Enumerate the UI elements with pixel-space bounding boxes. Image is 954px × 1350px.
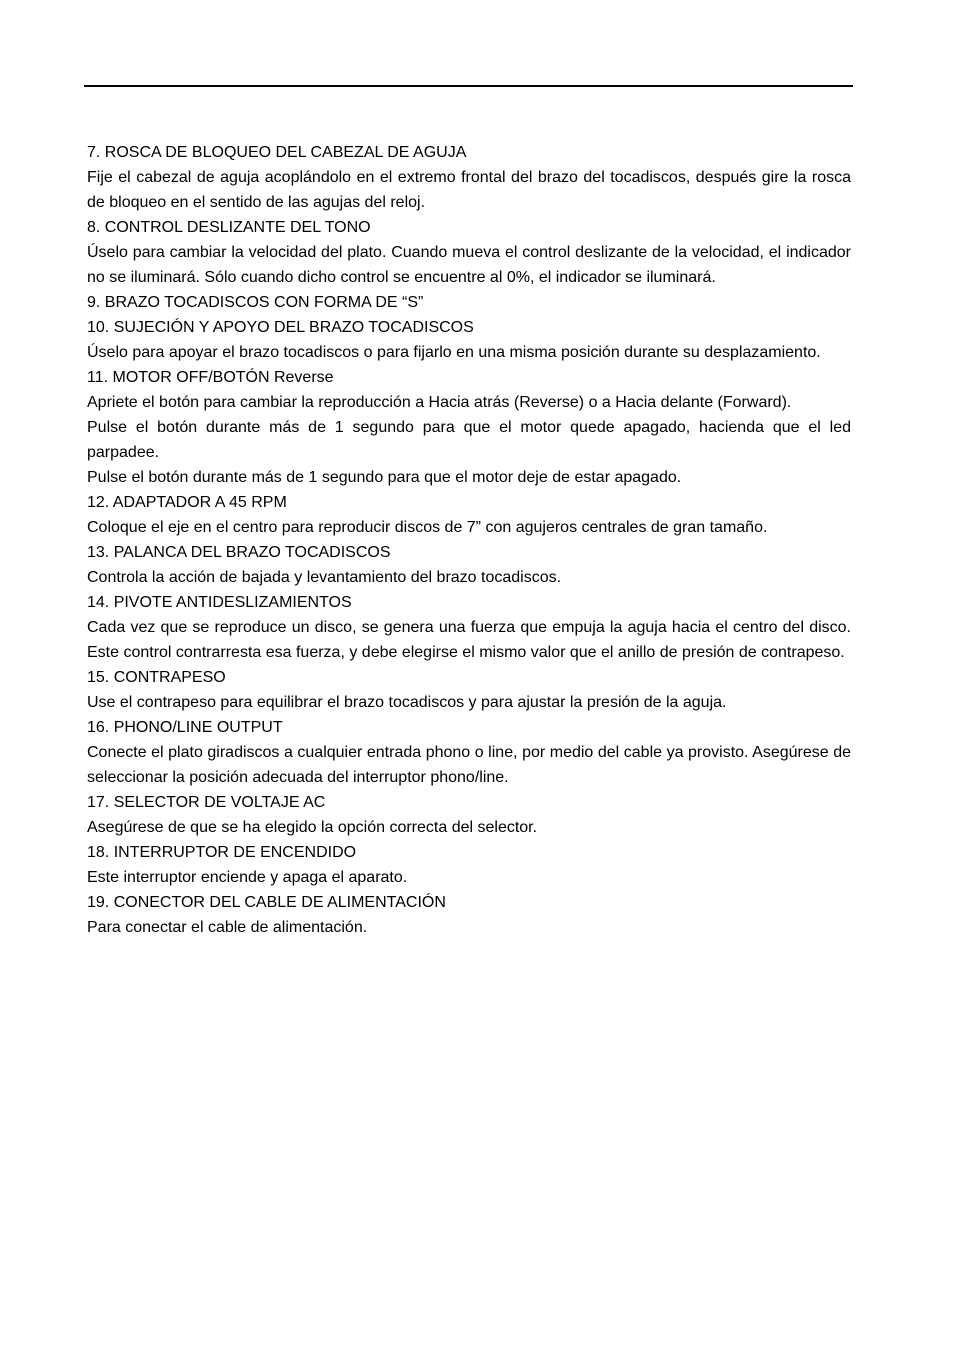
section-paragraph: Pulse el botón durante más de 1 segundo para que el motor deje de estar apagado. <box>87 469 682 486</box>
section-heading: 18. INTERRUPTOR DE ENCENDIDO <box>87 844 357 861</box>
section-heading: 16. PHONO/LINE OUTPUT <box>87 719 283 736</box>
section-paragraph: Cada vez que se reproduce un disco, se genera una fuerza que empuja la aguja hacia el centro del disco. Este control contrarresta esa fuerza, y debe elegirse el mismo valor que el anillo de presión de contrapeso. <box>87 619 851 661</box>
manual-section <box>87 665 851 715</box>
section-paragraph: Úselo para cambiar la velocidad del plato. Cuando mueva el control deslizante de la velocidad, el indicador no se iluminará. Sólo cuando dicho control se encuentre al 0%, el indicador se iluminará. <box>87 244 851 286</box>
section-paragraph: Coloque el eje en el centro para reproducir discos de 7” con agujeros centrales de gran tamaño. <box>87 519 768 536</box>
section-paragraph: Pulse el botón durante más de 1 segundo para que el motor quede apagado, hacienda que el led parpadee. <box>87 419 851 461</box>
section-heading: 15. CONTRAPESO <box>87 669 226 686</box>
section-paragraph: Fije el cabezal de aguja acoplándolo en el extremo frontal del brazo del tocadiscos, después gire la rosca de bloqueo en el sentido de las agujas del reloj. <box>87 169 851 211</box>
manual-section <box>87 540 851 590</box>
section-paragraph: Este interruptor enciende y apaga el aparato. <box>87 869 408 886</box>
manual-section <box>87 290 851 315</box>
section-paragraph: Apriete el botón para cambiar la reproducción a Hacia atrás (Reverse) o a Hacia delante (Forward). <box>87 394 792 411</box>
manual-section <box>87 890 851 940</box>
section-paragraph: Controla la acción de bajada y levantamiento del brazo tocadiscos. <box>87 569 562 586</box>
manual-section <box>87 840 851 890</box>
section-heading: 8. CONTROL DESLIZANTE DEL TONO <box>87 219 371 236</box>
section-heading: 7. ROSCA DE BLOQUEO DEL CABEZAL DE AGUJA <box>87 144 467 161</box>
manual-section <box>87 140 851 215</box>
section-paragraph: Úselo para apoyar el brazo tocadiscos o para fijarlo en una misma posición durante su desplazamiento. <box>87 344 821 361</box>
section-heading: 14. PIVOTE ANTIDESLIZAMIENTOS <box>87 594 352 611</box>
section-heading: 19. CONECTOR DEL CABLE DE ALIMENTACIÓN <box>87 894 446 911</box>
manual-section <box>87 315 851 365</box>
section-paragraph: Para conectar el cable de alimentación. <box>87 919 368 936</box>
manual-content <box>87 140 851 940</box>
manual-section <box>87 215 851 290</box>
section-heading: 9. BRAZO TOCADISCOS CON FORMA DE “S” <box>87 294 424 311</box>
section-heading: 10. SUJECIÓN Y APOYO DEL BRAZO TOCADISCOS <box>87 319 474 336</box>
manual-section <box>87 790 851 840</box>
section-paragraph: Use el contrapeso para equilibrar el brazo tocadiscos y para ajustar la presión de la aguja. <box>87 694 727 711</box>
section-paragraph: Asegúrese de que se ha elegido la opción correcta del selector. <box>87 819 538 836</box>
manual-section <box>87 590 851 665</box>
header-rule <box>84 85 853 87</box>
section-heading: 13. PALANCA DEL BRAZO TOCADISCOS <box>87 544 391 561</box>
manual-section <box>87 490 851 540</box>
manual-section <box>87 715 851 790</box>
section-paragraph: Conecte el plato giradiscos a cualquier entrada phono o line, por medio del cable ya provisto. Asegúrese de seleccionar la posición adecuada del interruptor phono/line. <box>87 744 851 786</box>
section-heading: 12. ADAPTADOR A 45 RPM <box>87 494 287 511</box>
manual-section <box>87 365 851 490</box>
section-heading: 11. MOTOR OFF/BOTÓN Reverse <box>87 369 334 386</box>
section-heading: 17. SELECTOR DE VOLTAJE AC <box>87 794 326 811</box>
